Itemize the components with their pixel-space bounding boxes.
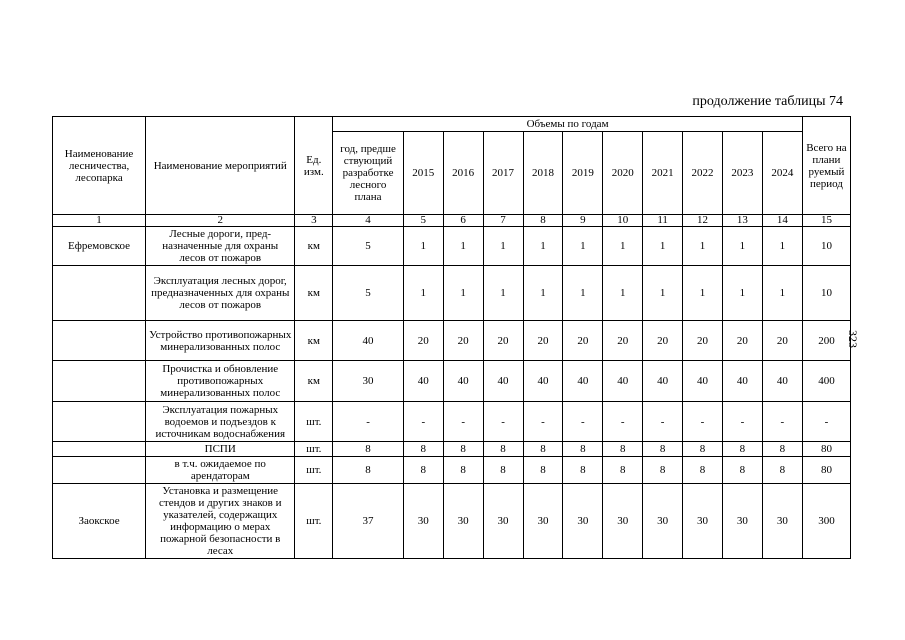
cell-year-value: 1 bbox=[722, 266, 762, 321]
cell-year-value: 1 bbox=[523, 227, 563, 266]
cell-prior: - bbox=[333, 402, 404, 442]
cell-year-value: 8 bbox=[643, 457, 683, 484]
cell-year-value: 1 bbox=[483, 227, 523, 266]
header-volumes: Объемы по годам bbox=[333, 117, 803, 132]
cell-forestry: Заокское bbox=[53, 484, 146, 559]
header-year: 2019 bbox=[563, 132, 603, 215]
cell-year-value: 1 bbox=[523, 266, 563, 321]
cell-activity: ПСПИ bbox=[146, 442, 295, 457]
cell-year-value: 40 bbox=[722, 361, 762, 402]
cell-year-value: 8 bbox=[683, 457, 723, 484]
cell-unit: км bbox=[295, 361, 333, 402]
cell-year-value: - bbox=[603, 402, 643, 442]
cell-year-value: 8 bbox=[443, 442, 483, 457]
cell-year-value: 8 bbox=[523, 442, 563, 457]
cell-forestry bbox=[53, 402, 146, 442]
cell-year-value: 30 bbox=[403, 484, 443, 559]
header-year: 2015 bbox=[403, 132, 443, 215]
table-row bbox=[53, 266, 851, 321]
table-row bbox=[53, 484, 851, 559]
cell-total: 300 bbox=[802, 484, 850, 559]
table-caption: продолжение таблицы 74 bbox=[692, 94, 843, 109]
cell-total: 400 bbox=[802, 361, 850, 402]
table-row bbox=[53, 361, 851, 402]
cell-year-value: 8 bbox=[563, 457, 603, 484]
cell-activity: Эксплуатация лесных дорог, предназначенных для охраны лесов от пожаров bbox=[146, 266, 295, 321]
cell-prior: 8 bbox=[333, 442, 404, 457]
cell-prior: 8 bbox=[333, 457, 404, 484]
cell-forestry bbox=[53, 321, 146, 361]
cell-year-value: 20 bbox=[762, 321, 802, 361]
cell-year-value: 8 bbox=[683, 442, 723, 457]
cell-year-value: 30 bbox=[603, 484, 643, 559]
cell-year-value: 8 bbox=[643, 442, 683, 457]
cell-unit: шт. bbox=[295, 442, 333, 457]
header-unit: Ед. изм. bbox=[295, 117, 333, 215]
header-year: 2024 bbox=[762, 132, 802, 215]
cell-year-value: 40 bbox=[643, 361, 683, 402]
cell-year-value: 30 bbox=[722, 484, 762, 559]
cell-activity: Устройство противопожарных минерализованных полос bbox=[146, 321, 295, 361]
column-number: 9 bbox=[563, 215, 603, 227]
cell-year-value: 30 bbox=[563, 484, 603, 559]
cell-unit: шт. bbox=[295, 402, 333, 442]
cell-unit: шт. bbox=[295, 484, 333, 559]
column-number: 10 bbox=[603, 215, 643, 227]
cell-year-value: 40 bbox=[523, 361, 563, 402]
cell-year-value: 8 bbox=[603, 442, 643, 457]
header-forestry: Наименование лесничества, лесопарка bbox=[53, 117, 146, 215]
cell-total: 80 bbox=[802, 442, 850, 457]
cell-activity: Установка и размещение стендов и других знаков и указателей, содержащих информацию о мерах пожарной безопасности в лесах bbox=[146, 484, 295, 559]
cell-year-value: 20 bbox=[722, 321, 762, 361]
cell-year-value: 40 bbox=[483, 361, 523, 402]
cell-forestry bbox=[53, 266, 146, 321]
cell-year-value: 8 bbox=[483, 457, 523, 484]
cell-year-value: 1 bbox=[403, 227, 443, 266]
cell-activity: в т.ч. ожидаемое по арендаторам bbox=[146, 457, 295, 484]
cell-activity: Прочистка и обновление противопожарных минерализованных полос bbox=[146, 361, 295, 402]
cell-forestry bbox=[53, 442, 146, 457]
cell-year-value: 8 bbox=[403, 457, 443, 484]
cell-prior: 40 bbox=[333, 321, 404, 361]
cell-year-value: - bbox=[563, 402, 603, 442]
cell-year-value: 1 bbox=[603, 266, 643, 321]
header-year: 2016 bbox=[443, 132, 483, 215]
cell-total: 80 bbox=[802, 457, 850, 484]
cell-year-value: 20 bbox=[603, 321, 643, 361]
column-number: 8 bbox=[523, 215, 563, 227]
cell-prior: 30 bbox=[333, 361, 404, 402]
cell-year-value: - bbox=[403, 402, 443, 442]
cell-forestry bbox=[53, 361, 146, 402]
cell-year-value: 8 bbox=[403, 442, 443, 457]
cell-unit: км bbox=[295, 321, 333, 361]
cell-year-value: - bbox=[762, 402, 802, 442]
cell-year-value: 8 bbox=[563, 442, 603, 457]
cell-total: - bbox=[802, 402, 850, 442]
cell-year-value: 40 bbox=[603, 361, 643, 402]
cell-unit: км bbox=[295, 266, 333, 321]
cell-year-value: 20 bbox=[563, 321, 603, 361]
cell-year-value: - bbox=[722, 402, 762, 442]
column-number: 13 bbox=[722, 215, 762, 227]
cell-year-value: - bbox=[483, 402, 523, 442]
cell-year-value: 1 bbox=[643, 266, 683, 321]
cell-year-value: - bbox=[443, 402, 483, 442]
header-prior-year: год, предше ствующий разработке лесного плана bbox=[333, 132, 404, 215]
cell-prior: 37 bbox=[333, 484, 404, 559]
cell-year-value: 1 bbox=[563, 266, 603, 321]
cell-year-value: 30 bbox=[683, 484, 723, 559]
cell-year-value: 8 bbox=[603, 457, 643, 484]
cell-year-value: 40 bbox=[443, 361, 483, 402]
header-year: 2020 bbox=[603, 132, 643, 215]
cell-year-value: 8 bbox=[762, 457, 802, 484]
table-row bbox=[53, 457, 851, 484]
cell-year-value: 30 bbox=[443, 484, 483, 559]
cell-year-value: 20 bbox=[523, 321, 563, 361]
table-row bbox=[53, 442, 851, 457]
page-number: 323 bbox=[846, 330, 860, 348]
cell-unit: шт. bbox=[295, 457, 333, 484]
cell-activity: Эксплуатация пожарных водоемов и подъездов к источникам водоснабжения bbox=[146, 402, 295, 442]
cell-year-value: 20 bbox=[403, 321, 443, 361]
header-activity: Наименование мероприятий bbox=[146, 117, 295, 215]
header-year: 2018 bbox=[523, 132, 563, 215]
header-year: 2022 bbox=[683, 132, 723, 215]
cell-year-value: 1 bbox=[762, 227, 802, 266]
cell-year-value: 30 bbox=[762, 484, 802, 559]
table-row bbox=[53, 321, 851, 361]
cell-year-value: 20 bbox=[643, 321, 683, 361]
cell-year-value: 1 bbox=[722, 227, 762, 266]
cell-year-value: 8 bbox=[523, 457, 563, 484]
cell-year-value: 8 bbox=[762, 442, 802, 457]
column-number: 5 bbox=[403, 215, 443, 227]
column-number: 3 bbox=[295, 215, 333, 227]
cell-year-value: 1 bbox=[563, 227, 603, 266]
header-year: 2021 bbox=[643, 132, 683, 215]
cell-year-value: 1 bbox=[643, 227, 683, 266]
cell-year-value: 40 bbox=[762, 361, 802, 402]
cell-year-value: 20 bbox=[483, 321, 523, 361]
cell-year-value: 8 bbox=[722, 442, 762, 457]
cell-year-value: 8 bbox=[443, 457, 483, 484]
column-number: 6 bbox=[443, 215, 483, 227]
cell-year-value: 1 bbox=[443, 227, 483, 266]
cell-prior: 5 bbox=[333, 266, 404, 321]
cell-year-value: 30 bbox=[483, 484, 523, 559]
column-number: 2 bbox=[146, 215, 295, 227]
column-number: 4 bbox=[333, 215, 404, 227]
cell-year-value: 8 bbox=[722, 457, 762, 484]
cell-year-value: 1 bbox=[443, 266, 483, 321]
cell-total: 10 bbox=[802, 266, 850, 321]
column-number: 14 bbox=[762, 215, 802, 227]
cell-year-value: 1 bbox=[762, 266, 802, 321]
column-number: 12 bbox=[683, 215, 723, 227]
cell-year-value: 1 bbox=[683, 266, 723, 321]
cell-year-value: 1 bbox=[603, 227, 643, 266]
cell-year-value: 20 bbox=[443, 321, 483, 361]
cell-year-value: 1 bbox=[483, 266, 523, 321]
table-row bbox=[53, 402, 851, 442]
header-year: 2017 bbox=[483, 132, 523, 215]
cell-prior: 5 bbox=[333, 227, 404, 266]
cell-forestry: Ефремовское bbox=[53, 227, 146, 266]
cell-year-value: 30 bbox=[643, 484, 683, 559]
header-year: 2023 bbox=[722, 132, 762, 215]
cell-year-value: 8 bbox=[483, 442, 523, 457]
column-number: 15 bbox=[802, 215, 850, 227]
cell-year-value: 40 bbox=[683, 361, 723, 402]
cell-year-value: - bbox=[683, 402, 723, 442]
cell-forestry bbox=[53, 457, 146, 484]
cell-year-value: 30 bbox=[523, 484, 563, 559]
cell-unit: км bbox=[295, 227, 333, 266]
cell-year-value: 1 bbox=[403, 266, 443, 321]
cell-year-value: 40 bbox=[403, 361, 443, 402]
cell-year-value: 1 bbox=[683, 227, 723, 266]
forest-fire-measures-table bbox=[52, 116, 851, 559]
cell-year-value: - bbox=[523, 402, 563, 442]
header-total: Всего на плани руемый период bbox=[802, 117, 850, 215]
cell-year-value: - bbox=[643, 402, 683, 442]
cell-activity: Лесные дороги, пред-назначенные для охраны лесов от пожаров bbox=[146, 227, 295, 266]
cell-total: 200 bbox=[802, 321, 850, 361]
cell-total: 10 bbox=[802, 227, 850, 266]
column-number: 1 bbox=[53, 215, 146, 227]
cell-year-value: 40 bbox=[563, 361, 603, 402]
column-number: 11 bbox=[643, 215, 683, 227]
cell-year-value: 20 bbox=[683, 321, 723, 361]
table-row bbox=[53, 227, 851, 266]
column-number: 7 bbox=[483, 215, 523, 227]
